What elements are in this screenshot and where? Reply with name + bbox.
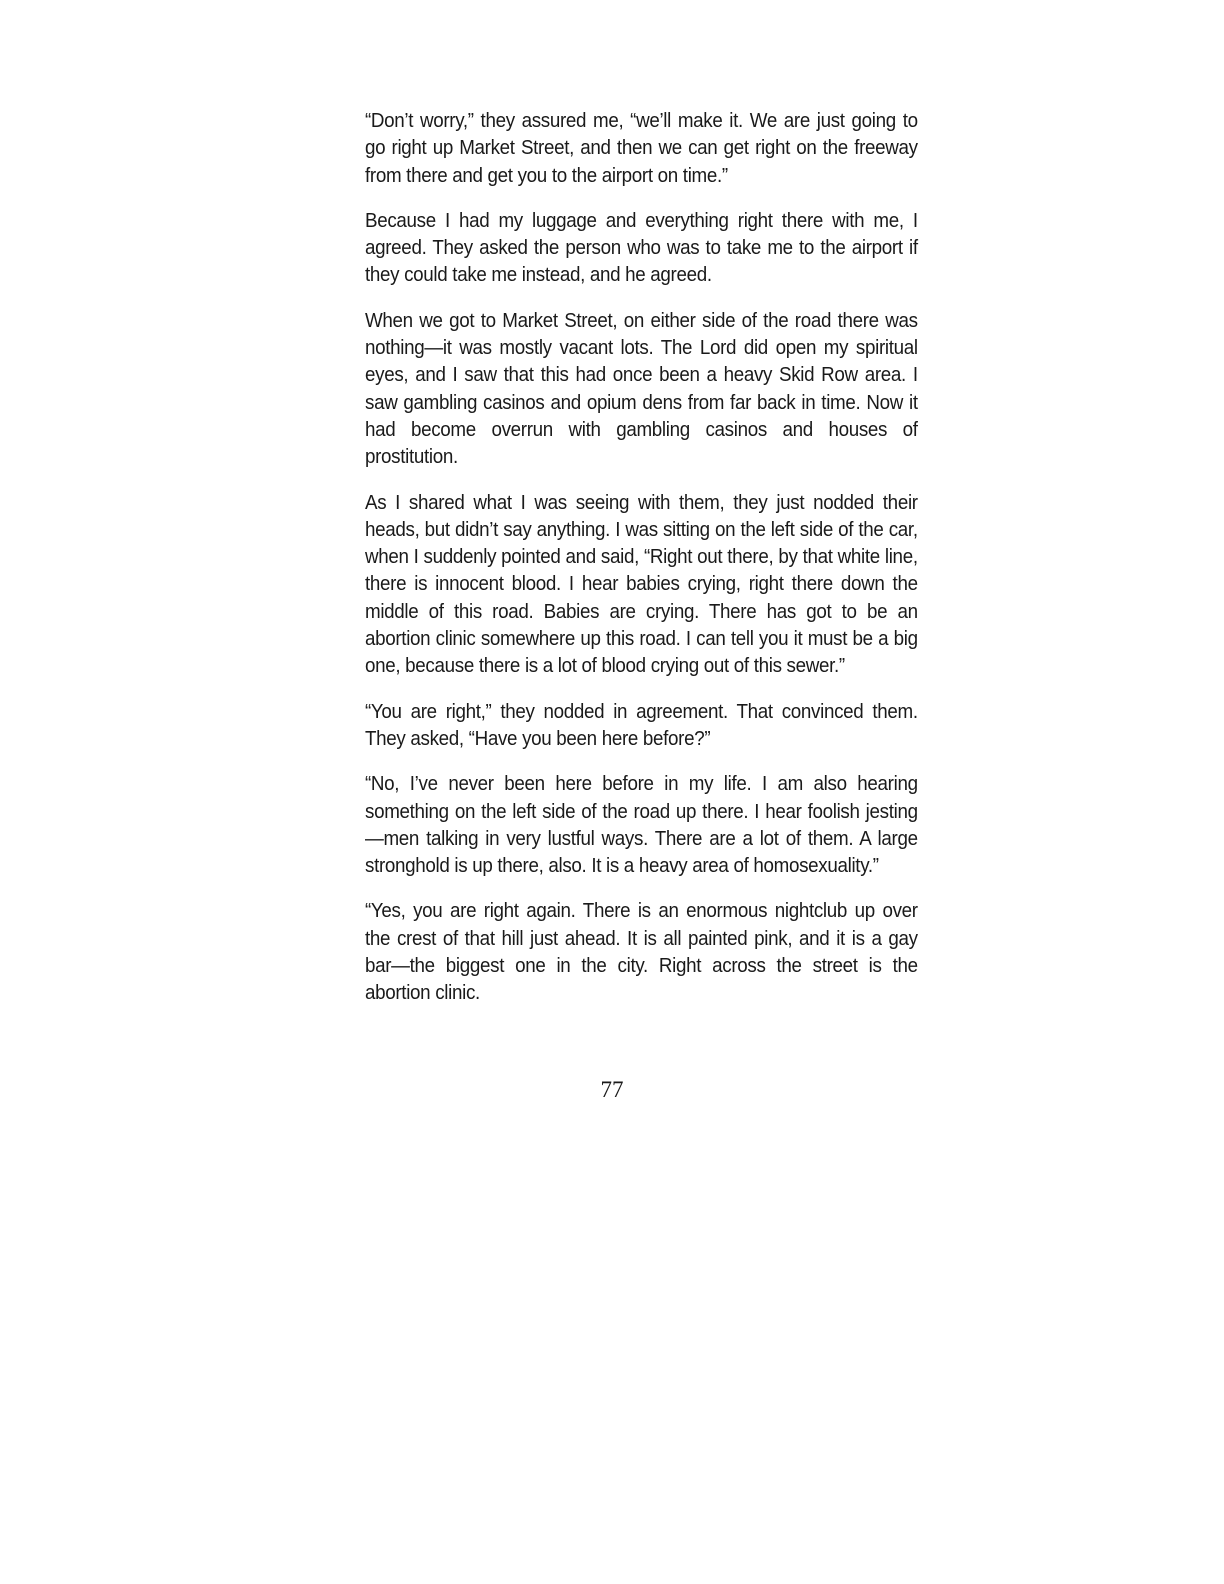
paragraph-2: Because I had my luggage and everything right there with me, I agreed. They asked the person who was to take me to the airport if they could take me instead, and he agreed. xyxy=(365,209,918,287)
paragraph-6: “No, I’ve never been here before in my life. I am also hearing something on the left side of the road up there. I hear foolish jesting—men talking in very lustful ways. There are a lot of them. A large stronghold is up there, also. It is a heavy area of homosexuality.” xyxy=(365,773,918,878)
paragraph-4: As I shared what I was seeing with them, they just nodded their heads, but didn’t say anything. I was sitting on the left side of the car, when I suddenly pointed and said, “Right out there, by that white line, there is innocent blood. I hear babies crying, right there down the middle of this road. Babies are crying. There has got to be an abortion clinic somewhere up this road. I can tell you it must be a big one, because there is a lot of blood crying out of this sewer.” xyxy=(365,491,918,678)
body-text xyxy=(365,108,918,1026)
paragraph-5: “You are right,” they nodded in agreement. That convinced them. They asked, “Have you been here before?” xyxy=(365,700,918,750)
paragraph-1: “Don’t worry,” they assured me, “we’ll make it. We are just going to go right up Market Street, and then we can get right on the freeway from there and get you to the airport on time.” xyxy=(365,110,918,187)
page-number: 77 xyxy=(600,1077,624,1102)
paragraph-7: “Yes, you are right again. There is an enormous nightclub up over the crest of that hill just ahead. It is all painted pink, and it is a gay bar—the biggest one in the city. Right across the street is the abortion clinic. xyxy=(365,900,918,1005)
paragraph-3: When we got to Market Street, on either side of the road there was nothing—it was mostly vacant lots. The Lord did open my spiritual eyes, and I saw that this had once been a heavy Skid Row area. I saw gambling casinos and opium dens from far back in time. Now it had become overrun with gambling casinos and houses of prostitution. xyxy=(365,309,918,469)
